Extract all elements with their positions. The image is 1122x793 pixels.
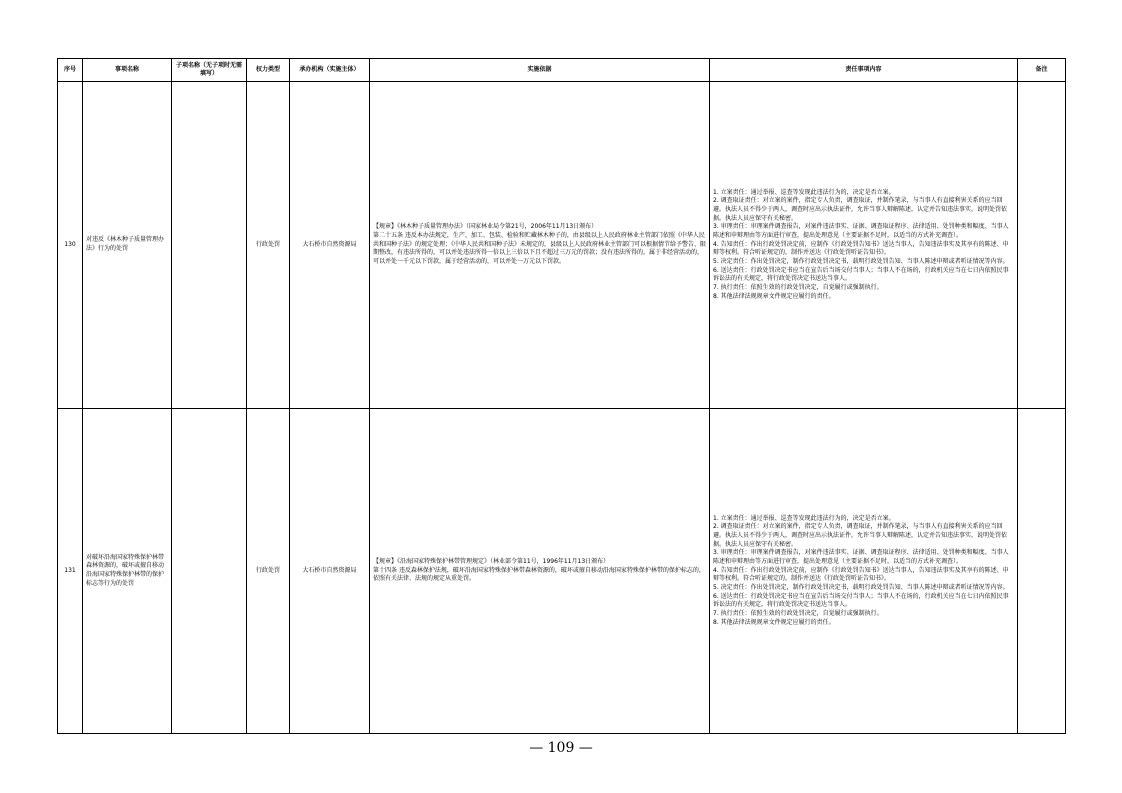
row-agency: 大石桥市自然资源局 xyxy=(290,409,370,734)
row-seq: 131 xyxy=(58,409,83,734)
duty-line: 2. 调查取证责任：对立案的案件，指定专人负责，调查取证，并制作笔录，与当事人有直接利害关系的应当回避。执法人员不得少于两人，调查时应出示执法证件，允许当事人辩解陈述，认定并告知违法事实，说明处罚依据。执法人员应保守有关秘密。 xyxy=(713,523,1008,548)
header-agency: 承办机构（实施主体） xyxy=(290,59,370,82)
header-item-name: 事项名称 xyxy=(83,59,172,82)
row-sub-item xyxy=(172,82,247,409)
duty-line: 2. 调查取证责任：对立案的案件，指定专人负责，调查取证，并制作笔录，与当事人有直接利害关系的应当回避。执法人员不得少于两人，调查时应出示执法证件，允许当事人辩解陈述，认定并告知违法事实，说明处罚依据。执法人员应保守有关秘密。 xyxy=(713,197,1008,222)
duty-line: 3. 审理责任：审理案件调查报告，对案件违法事实、证据、调查取证程序、法律适用、处罚种类和幅度、当事人陈述和申辩理由等方面进行审查，提出处理意见（主要证据不足时，以适当的方式补充调查）。 xyxy=(713,549,1009,565)
header-power-type: 权力类型 xyxy=(247,59,290,82)
table-row xyxy=(58,82,1066,409)
row-agency: 大石桥市自然资源局 xyxy=(290,82,370,409)
basis-line: 【规章】《林木种子质量管理办法》（国家林业局令第21号，2006年11月13日颁布） xyxy=(373,223,598,231)
row-remark xyxy=(1018,409,1066,734)
basis-line: 第十四条 违反森林保护法规，破坏沿海国家特殊保护林带森林资源的，破坏或擅自移动沿海国家特殊保护林带的保护标志的，依照有关法律、法规的规定从重处罚。 xyxy=(373,566,705,583)
row-basis xyxy=(370,409,710,734)
duty-line: 1. 立案责任：通过举报、巡查等发现此违法行为的，决定是否立案。 xyxy=(713,514,895,522)
duty-line: 6. 送达责任：行政处罚决定书应当在宣告后当场交付当事人；当事人不在场的，行政机关应当在七日内依照民事诉讼法的有关规定，将行政处罚决定书送达当事人。 xyxy=(713,266,1009,283)
row-item-name: 对违反《林木种子质量管理办法》行为的处罚 xyxy=(83,82,172,409)
table-row xyxy=(58,409,1066,734)
duty-line: 1. 立案责任：通过举报、巡查等发现此违法行为的，决定是否立案。 xyxy=(713,188,895,196)
row-power-type: 行政处罚 xyxy=(247,82,290,409)
header-duty: 责任事项内容 xyxy=(710,59,1018,82)
duty-line: 7. 执行责任：依照生效的行政处罚决定，自觉履行或强制执行。 xyxy=(713,284,883,292)
row-basis xyxy=(370,82,710,409)
duty-line: 7. 执行责任：依照生效的行政处罚决定，自觉履行或强制执行。 xyxy=(713,610,883,618)
row-seq: 130 xyxy=(58,82,83,409)
header-sub-item: 子项名称（无子项时无需填写） xyxy=(172,59,247,82)
duty-line: 6. 送达责任：行政处罚决定书应当在宣告后当场交付当事人；当事人不在场的，行政机关应当在七日内依照民事诉讼法的有关规定，将行政处罚决定书送达当事人。 xyxy=(713,592,1009,609)
duty-line: 5. 决定责任：作出处罚决定，制作行政处罚决定书，载明行政处罚告知、当事人陈述申辩或者听证情况等内容。 xyxy=(713,258,1009,266)
duty-line: 8. 其他法律法规规章文件规定应履行的责任。 xyxy=(713,292,835,300)
power-list-table xyxy=(57,58,1066,734)
duty-line: 4. 告知责任：作出行政处罚决定前，应制作《行政处罚告知书》送达当事人，告知违法事实及其享有的陈述、申辩等权利。符合听证规定的，制作并送达《行政处罚听证告知书》。 xyxy=(713,240,1009,257)
header-seq: 序号 xyxy=(58,59,83,82)
duty-line: 5. 决定责任：作出处罚决定，制作行政处罚决定书，载明行政处罚告知、当事人陈述申辩或者听证情况等内容。 xyxy=(713,584,1009,592)
row-power-type: 行政处罚 xyxy=(247,409,290,734)
row-duty xyxy=(710,82,1018,409)
duty-line: 3. 审理责任：审理案件调查报告，对案件违法事实、证据、调查取证程序、法律适用、处罚种类和幅度、当事人陈述和申辩理由等方面进行审查，提出处理意见（主要证据不足时，以适当的方式补充调查）。 xyxy=(713,223,1009,239)
basis-line: 【规章】《沿海国家特殊保护林带管理规定》（林业部令第11号，1996年11月13日颁布） xyxy=(373,557,610,565)
row-duty xyxy=(710,409,1018,734)
header-remark: 备注 xyxy=(1018,59,1066,82)
duty-line: 4. 告知责任：作出行政处罚决定前，应制作《行政处罚告知书》送达当事人，告知违法事实及其享有的陈述、申辩等权利。符合听证规定的，制作并送达《行政处罚听证告知书》。 xyxy=(713,566,1009,583)
page-number: — 109 — xyxy=(529,740,593,756)
row-remark xyxy=(1018,82,1066,409)
header-basis: 实施依据 xyxy=(370,59,710,82)
row-sub-item xyxy=(172,409,247,734)
basis-line: 第二十五条 违反本办法规定，生产、加工、包装、检验和贮藏林木种子的，由县级以上人民政府林业主管部门依照《中华人民共和国种子法》的规定处理；《中华人民共和国种子法》未规定的，县级以上人民政府林业主管部门可以根据情节给予警告、限期整改，有违法所得的，可以并处违法所得一倍以上三倍以下且不超过三万元的罚款；没有违法所得的，属于非经营活动的，可以并处一千元以下罚款，属于经营活动的，可以并处一万元以下罚款。 xyxy=(373,231,707,266)
row-item-name: 对破坏沿海国家特殊保护林带森林资源的，破坏或擅自移动沿海国家特殊保护林带的保护标志等行为的处罚 xyxy=(83,409,172,734)
table-header-row xyxy=(58,59,1066,82)
duty-line: 8. 其他法律法规规章文件规定应履行的责任。 xyxy=(713,618,835,626)
